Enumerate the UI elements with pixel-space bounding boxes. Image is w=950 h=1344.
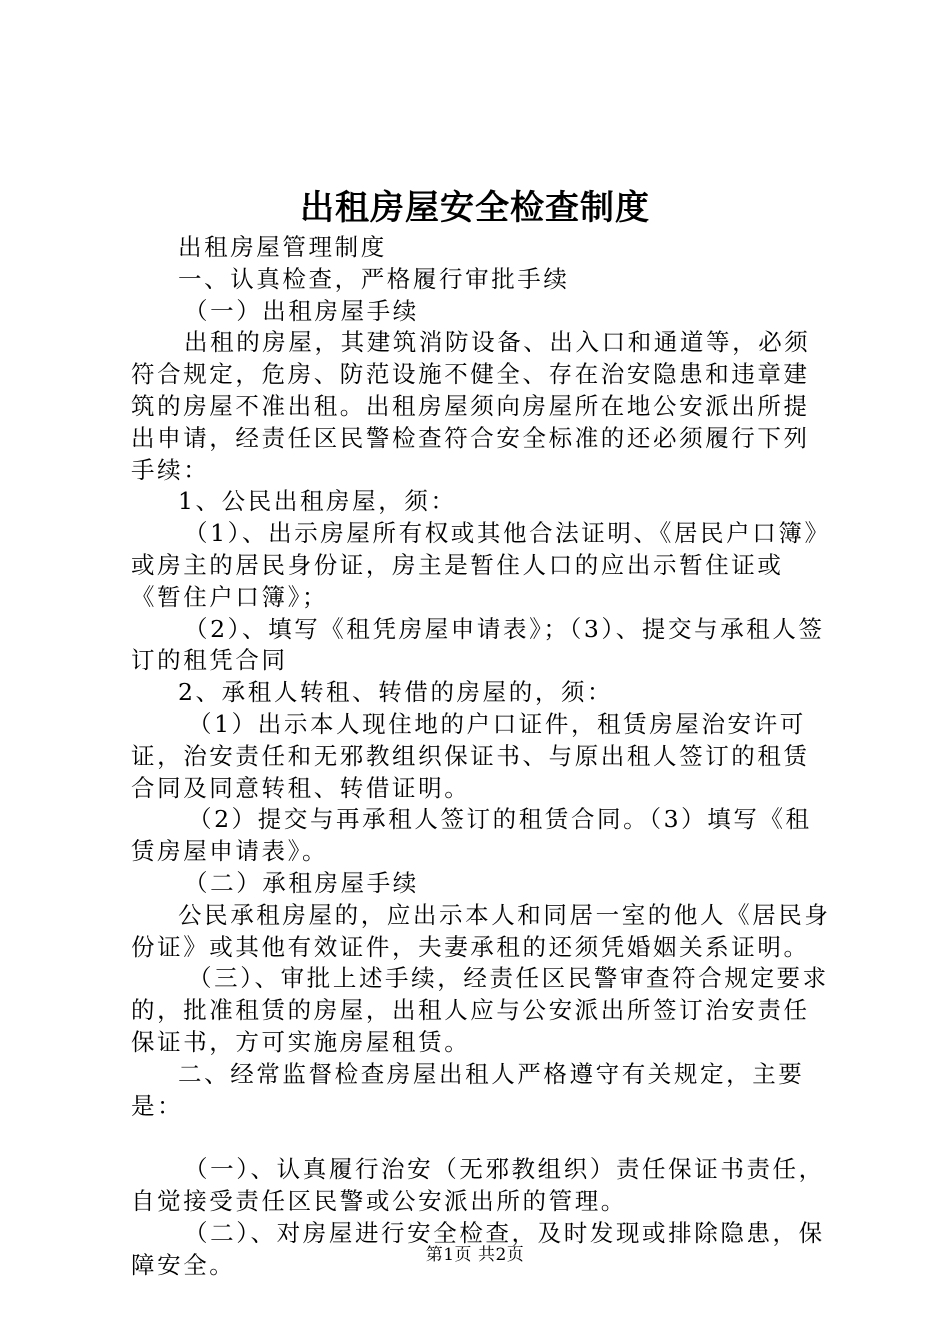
subsection-heading: （一）出租房屋手续 [184,296,419,325]
list-item: （二）、对房屋进行安全检查，及时发现或排除隐患，保障安全。 [131,1218,825,1279]
list-item: （1）出示本人现住地的户口证件，租赁房屋治安许可证，治安责任和无邪教组织保证书、与原出租人签订的租赁合同及同意转租、转借证明。 [131,709,810,802]
paragraph: 公民承租房屋的，应出示本人和同居一室的他人《居民身份证》或其他有效证件，夫妻承租的还须凭婚姻关系证明。 [131,900,831,961]
document-body [131,232,831,1281]
list-item: （2）提交与再承租人签订的租赁合同。（3）填写《租赁房屋申请表》。 [131,805,812,866]
list-item: （2）、填写《租凭房屋申请表》；（3）、提交与承租人签订的租凭合同 [131,614,825,675]
section-heading: 一、认真检查，严格履行审批手续 [178,264,570,293]
list-item: （一）、认真履行治安（无邪教组织）责任保证书责任，自觉接受责任区民警或公安派出所的管理。 [131,1155,825,1215]
blank-line [131,1122,831,1154]
subsection-heading: （二）承租房屋手续 [184,868,419,897]
list-item: 2、承租人转租、转借的房屋的，须： [178,678,614,707]
paragraph: 出租的房屋，其建筑消防设备、出入口和通道等，必须符合规定，危房、防范设施不健全、存在治安隐患和违章建筑的房屋不准出租。出租房屋须向房屋所在地公安派出所提出申请，经责任区民警检查符合安全标准的还必须履行下列手续： [131,328,811,484]
list-item: 1、公民出租房屋，须： [178,487,457,516]
list-item: （三）、审批上述手续，经责任区民警审查符合规定要求的，批准租赁的房屋，出租人应与公安派出所签订治安责任保证书，方可实施房屋租赁。 [131,964,829,1056]
document-title: 出租房屋安全检查制度 [300,188,650,228]
page-footer: 第1页 共2页 [425,1245,525,1265]
list-item: （1）、出示房屋所有权或其他合法证明、《居民户口簿》或房主的居民身份证，房主是暂住人口的应出示暂住证或《暂住户口簿》； [131,519,831,611]
paragraph: 出租房屋管理制度 [178,233,387,261]
section-heading: 二、经常监督检查房屋出租人严格遵守有关规定，主要是： [131,1059,805,1120]
